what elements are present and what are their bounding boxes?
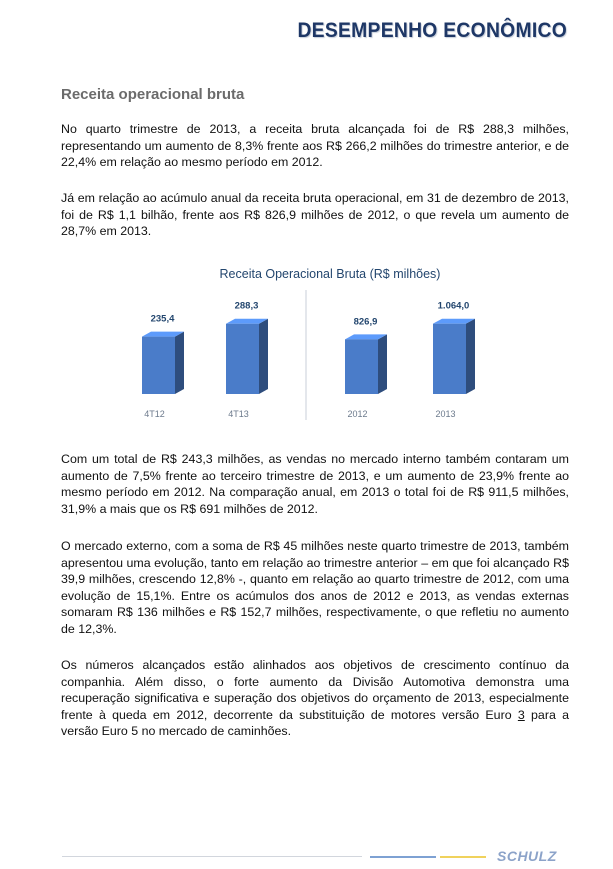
chart-plot (120, 260, 540, 430)
schulz-logo: SCHULZ (497, 848, 557, 864)
bar-value-label-4T12: 235,4 (150, 313, 175, 325)
category-label-4T13: 4T13 (228, 409, 249, 419)
section-title: Receita operacional bruta (61, 86, 245, 103)
bar-side-2012 (378, 334, 387, 394)
bar-side-4T13 (259, 319, 268, 394)
paragraph-annual-revenue: Já em relação ao acúmulo anual da receita bruta operacional, em 31 de dezembro de 2013, foi de R$ 1,1 bilhão, frente aos R$ 826,9 milhões de 2012, o que revela um aumento de 28,7% em 2013. (61, 191, 569, 239)
bar-value-label-2012: 826,9 (353, 316, 378, 328)
bar-2013 (433, 324, 466, 394)
category-label-4T12: 4T12 (144, 409, 165, 419)
bar-value-label-4T13: 288,3 (234, 300, 259, 312)
paragraph-outlook-part1: Os números alcançados estão alinhados aos objetivos de crescimento contínuo da companhia. Além disso, o forte aumento da Divisão Automotiva demonstra uma recuperação significativa e superação dos objetivos do orçamento de 2013, especialmente frente à queda em 2012, decorrente da substituição de motores versão Euro (61, 658, 569, 722)
bar-2012 (345, 339, 378, 394)
paragraph-q4-revenue: No quarto trimestre de 2013, a receita bruta alcançada foi de R$ 288,3 milhões, representando um aumento de 8,3% frente aos R$ 266,2 milhões do trimestre anterior, e de 22,4% em relação ao mesmo período em 2012. (61, 122, 569, 170)
footer-divider-yellow (440, 856, 486, 858)
footer-divider-gray (62, 856, 362, 857)
bar-side-2013 (466, 319, 475, 394)
category-label-2013: 2013 (435, 409, 456, 419)
bar-value-label-2013: 1.064,0 (437, 300, 470, 312)
chart-title: Receita Operacional Bruta (R$ milhões) (219, 267, 441, 281)
paragraph-external-market: O mercado externo, com a soma de R$ 45 milhões neste quarto trimestre de 2013, também apresentou uma evolução, tanto em relação ao trimestre anterior – em que foi alcançado R$ 39,9 milhões, crescendo 12,8% -, quanto em relação ao quarto trimestre de 2012, com uma evolução de 15,1%. Entre os acúmulos dos anos de 2012 e 2013, as vendas externas somaram R$ 136 milhões e R$ 152,7 milhões, respectivamente, o que refletiu no aumento de 12,3%. (61, 539, 569, 636)
bar-4T12 (142, 337, 175, 394)
paragraph-domestic-market: Com um total de R$ 243,3 milhões, as vendas no mercado interno também contaram um aumento de 7,5% frente ao terceiro trimestre de 2013, e um aumento de 23,9% frente ao mesmo período em 2012. Na comparação anual, em 2013 o total foi de R$ 911,5 milhões, 31,9% a mais que os R$ 691 milhões de 2012. (61, 452, 569, 516)
paragraph-outlook (61, 657, 569, 740)
page-header-title: DESEMPENHO ECONÔMICO (297, 19, 567, 42)
revenue-chart (120, 260, 540, 430)
footer-divider-blue (370, 856, 436, 858)
bar-side-4T12 (175, 332, 184, 394)
paragraph-outlook-euro-number: 3 (517, 707, 525, 722)
bar-4T13 (226, 324, 259, 394)
paragraph-outlook-part2: para a versão Euro 5 no mercado de caminhões. (61, 707, 569, 739)
category-label-2012: 2012 (347, 409, 368, 419)
page-footer (0, 838, 613, 869)
